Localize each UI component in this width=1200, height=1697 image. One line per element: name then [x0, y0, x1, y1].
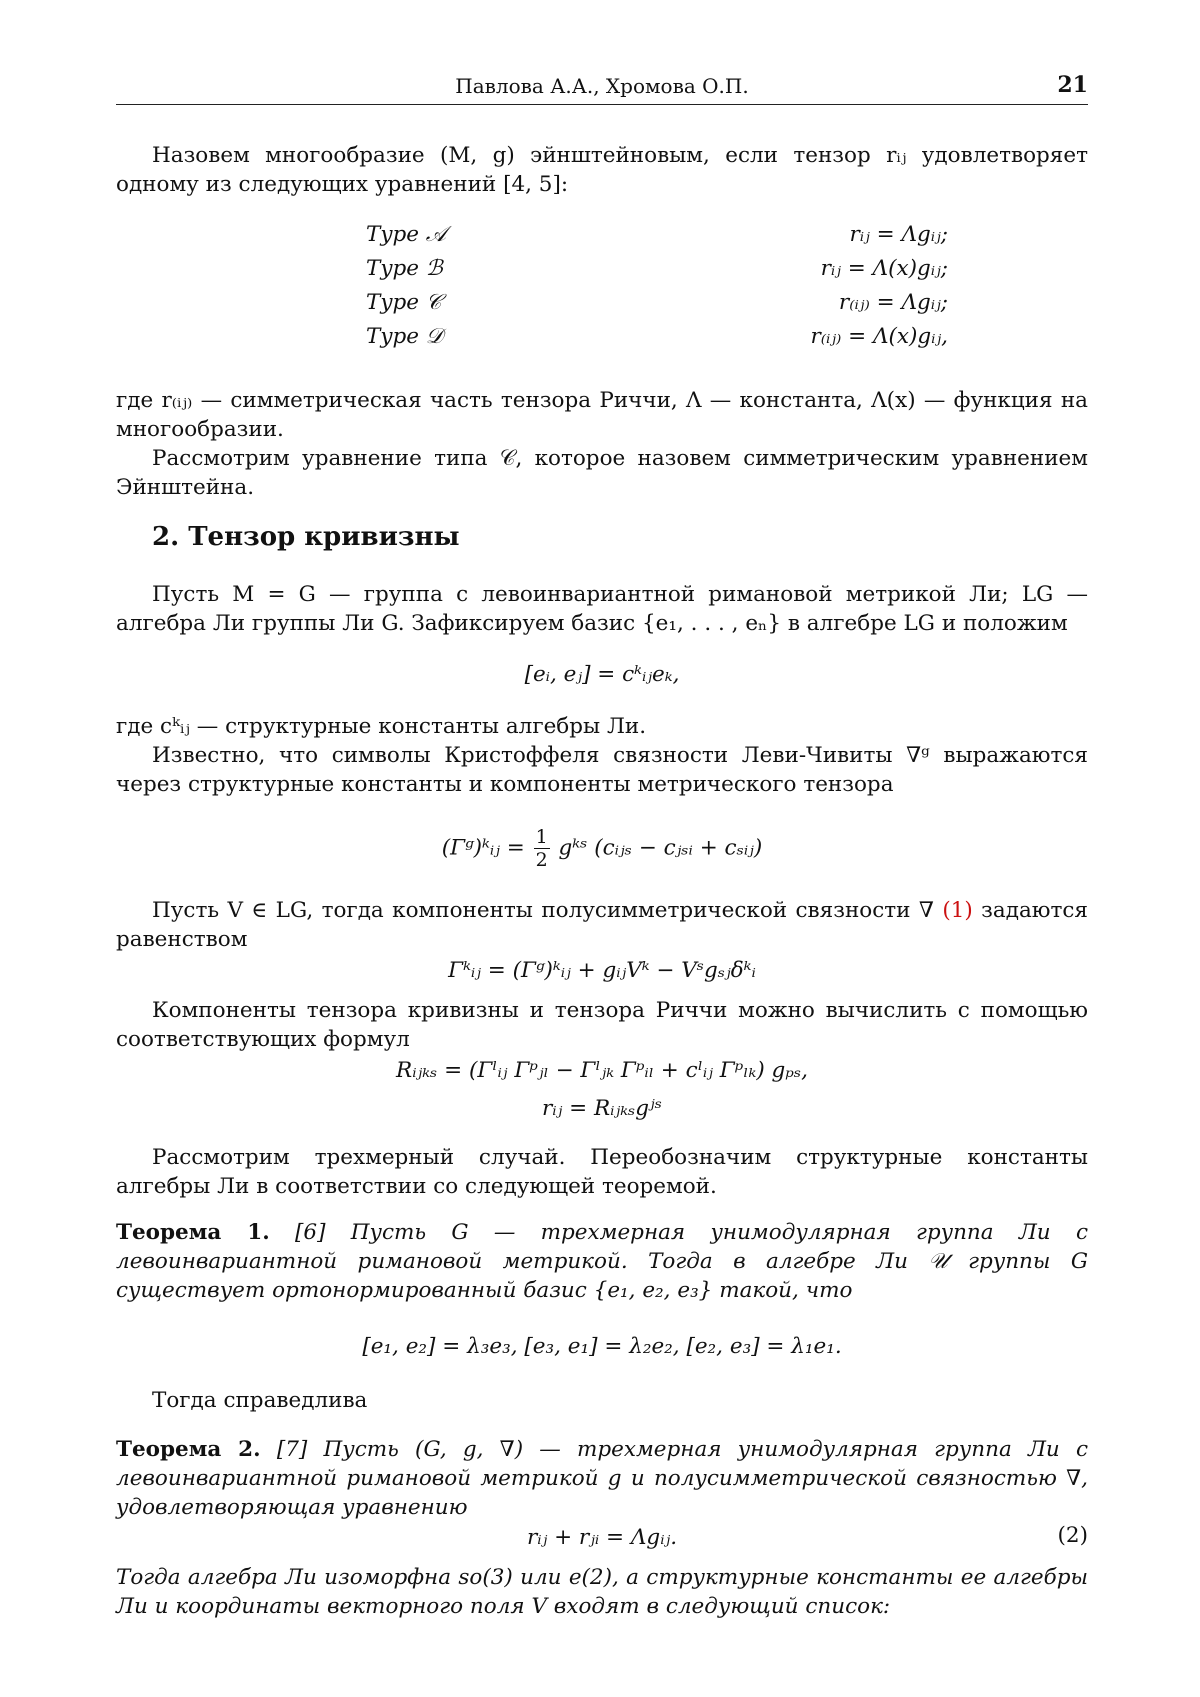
theorem-2-body: [7] Пусть (G, g, ∇) — трехмерная унимодулярная группа Ли с левоинвариантной римановой метрикой g и полусимметрической связностью ∇, удовлетворяющая уравнению — [116, 1437, 1088, 1520]
theorem-2-heading: Теорема 2. — [116, 1437, 261, 1462]
connection-equation: Γᵏᵢⱼ = (Γᵍ)ᵏᵢⱼ + gᵢⱼVᵏ − Vˢgₛⱼδᵏᵢ — [448, 958, 756, 983]
header-rule — [116, 104, 1088, 105]
type-label: Type 𝒟 — [366, 324, 443, 349]
christoffel-rhs: gᵏˢ (cᵢⱼₛ − cⱼₛᵢ + cₛᵢⱼ) — [558, 835, 763, 861]
type-label: Type ℬ — [366, 256, 443, 281]
types-explanation: где r₍ᵢⱼ₎ — симметрическая часть тензора Риччи, Λ — константа, Λ(x) — функция на многообразии. — [116, 388, 1088, 442]
theorem-1 — [116, 1218, 1088, 1305]
type-label: Type 𝒞 — [366, 290, 442, 315]
semisymmetric-text-b: задаются равенством — [116, 898, 1088, 952]
semisymmetric-paragraph — [116, 896, 1088, 954]
type-row — [116, 256, 1088, 286]
type-equation: r₍ᵢⱼ₎ = Λgᵢⱼ; — [838, 290, 948, 315]
christoffel-paragraph: Известно, что символы Кристоффеля связности Леви-Чивиты ∇ᵍ выражаются через структурные константы и компоненты метрического тензора — [116, 743, 1088, 797]
commutator-equation: [eᵢ, eⱼ] = cᵏᵢⱼeₖ, — [524, 662, 680, 687]
christoffel-lhs: (Γᵍ)ᵏᵢⱼ = — [441, 835, 525, 861]
type-equation: r₍ᵢⱼ₎ = Λ(x)gᵢⱼ, — [810, 324, 948, 349]
type-row — [116, 290, 1088, 320]
theorem-1-equation: [e₁, e₂] = λ₃e₃, [e₃, e₁] = λ₂e₂, [e₂, e₃] = λ₁e₁. — [362, 1334, 842, 1359]
lie-group-paragraph: Пусть M = G — группа с левоинвариантной римановой метрикой Ли; LG — алгебра Ли группы Ли G. Зафиксируем базис {e₁, . . . , eₙ} в алгебре LG и положим — [116, 582, 1088, 636]
theorem-2 — [116, 1435, 1088, 1522]
fraction-denominator: 2 — [535, 849, 548, 871]
type-equation: rᵢⱼ = Λgᵢⱼ; — [849, 222, 948, 247]
section-title: 2. Тензор кривизны — [152, 522, 460, 552]
equation-reference-link[interactable]: (1) — [942, 898, 973, 923]
intro-paragraph: Назовем многообразие (M, g) эйнштейновым, если тензор rᵢⱼ удовлетворяет одному из следующих уравнений [4, 5]: — [116, 143, 1088, 197]
theorem-1-body: [6] Пусть G — трехмерная унимодулярная группа Ли с левоинвариантной римановой метрикой. Тогда в алгебре Ли 𝒰 группы G существует ортонормированный базис {e₁, e₂, e₃} такой, что — [116, 1220, 1088, 1303]
three-dimensional-paragraph: Рассмотрим трехмерный случай. Переобозначим структурные константы алгебры Ли в соответствии со следующей теоремой. — [116, 1145, 1088, 1199]
type-label: Type 𝒜 — [366, 222, 447, 247]
page-number: 21 — [1057, 72, 1088, 98]
semisymmetric-text-a: Пусть V ∈ LG, тогда компоненты полусимметрической связности ∇ — [152, 898, 943, 923]
fraction-numerator: 1 — [535, 826, 548, 848]
then-valid-text: Тогда справедлива — [152, 1388, 368, 1413]
type-row — [116, 222, 1088, 252]
equation-number: (2) — [1057, 1523, 1088, 1548]
type-c-paragraph: Рассмотрим уравнение типа 𝒞, которое назовем симметрическим уравнением Эйнштейна. — [116, 446, 1088, 500]
theorem-2-equation: rᵢⱼ + rⱼᵢ = Λgᵢⱼ. — [526, 1525, 678, 1550]
one-half-fraction — [534, 826, 550, 871]
theorem-1-heading: Теорема 1. — [116, 1220, 270, 1245]
curvature-tensor-equation: Rᵢⱼₖₛ = (Γˡᵢⱼ Γᵖⱼₗ − Γˡⱼₖ Γᵖᵢₗ + cˡᵢⱼ Γᵖₗₖ) gₚₛ, — [396, 1058, 808, 1083]
christoffel-equation — [116, 826, 1088, 871]
structure-constants-paragraph: где cᵏᵢⱼ — структурные константы алгебры Ли. — [116, 714, 647, 739]
theorem-2-conclusion: Тогда алгебра Ли изоморфна so(3) или e(2), а структурные константы ее алгебры Ли и координаты векторного поля V входят в следующий список: — [116, 1565, 1088, 1619]
curvature-paragraph: Компоненты тензора кривизны и тензора Риччи можно вычислить с помощью соответствующих формул — [116, 998, 1088, 1052]
type-row — [116, 324, 1088, 354]
type-equation: rᵢⱼ = Λ(x)gᵢⱼ; — [820, 256, 948, 281]
running-header-authors: Павлова А.А., Хромова О.П. — [455, 74, 749, 98]
ricci-tensor-equation: rᵢⱼ = Rᵢⱼₖₛgʲˢ — [542, 1096, 662, 1121]
